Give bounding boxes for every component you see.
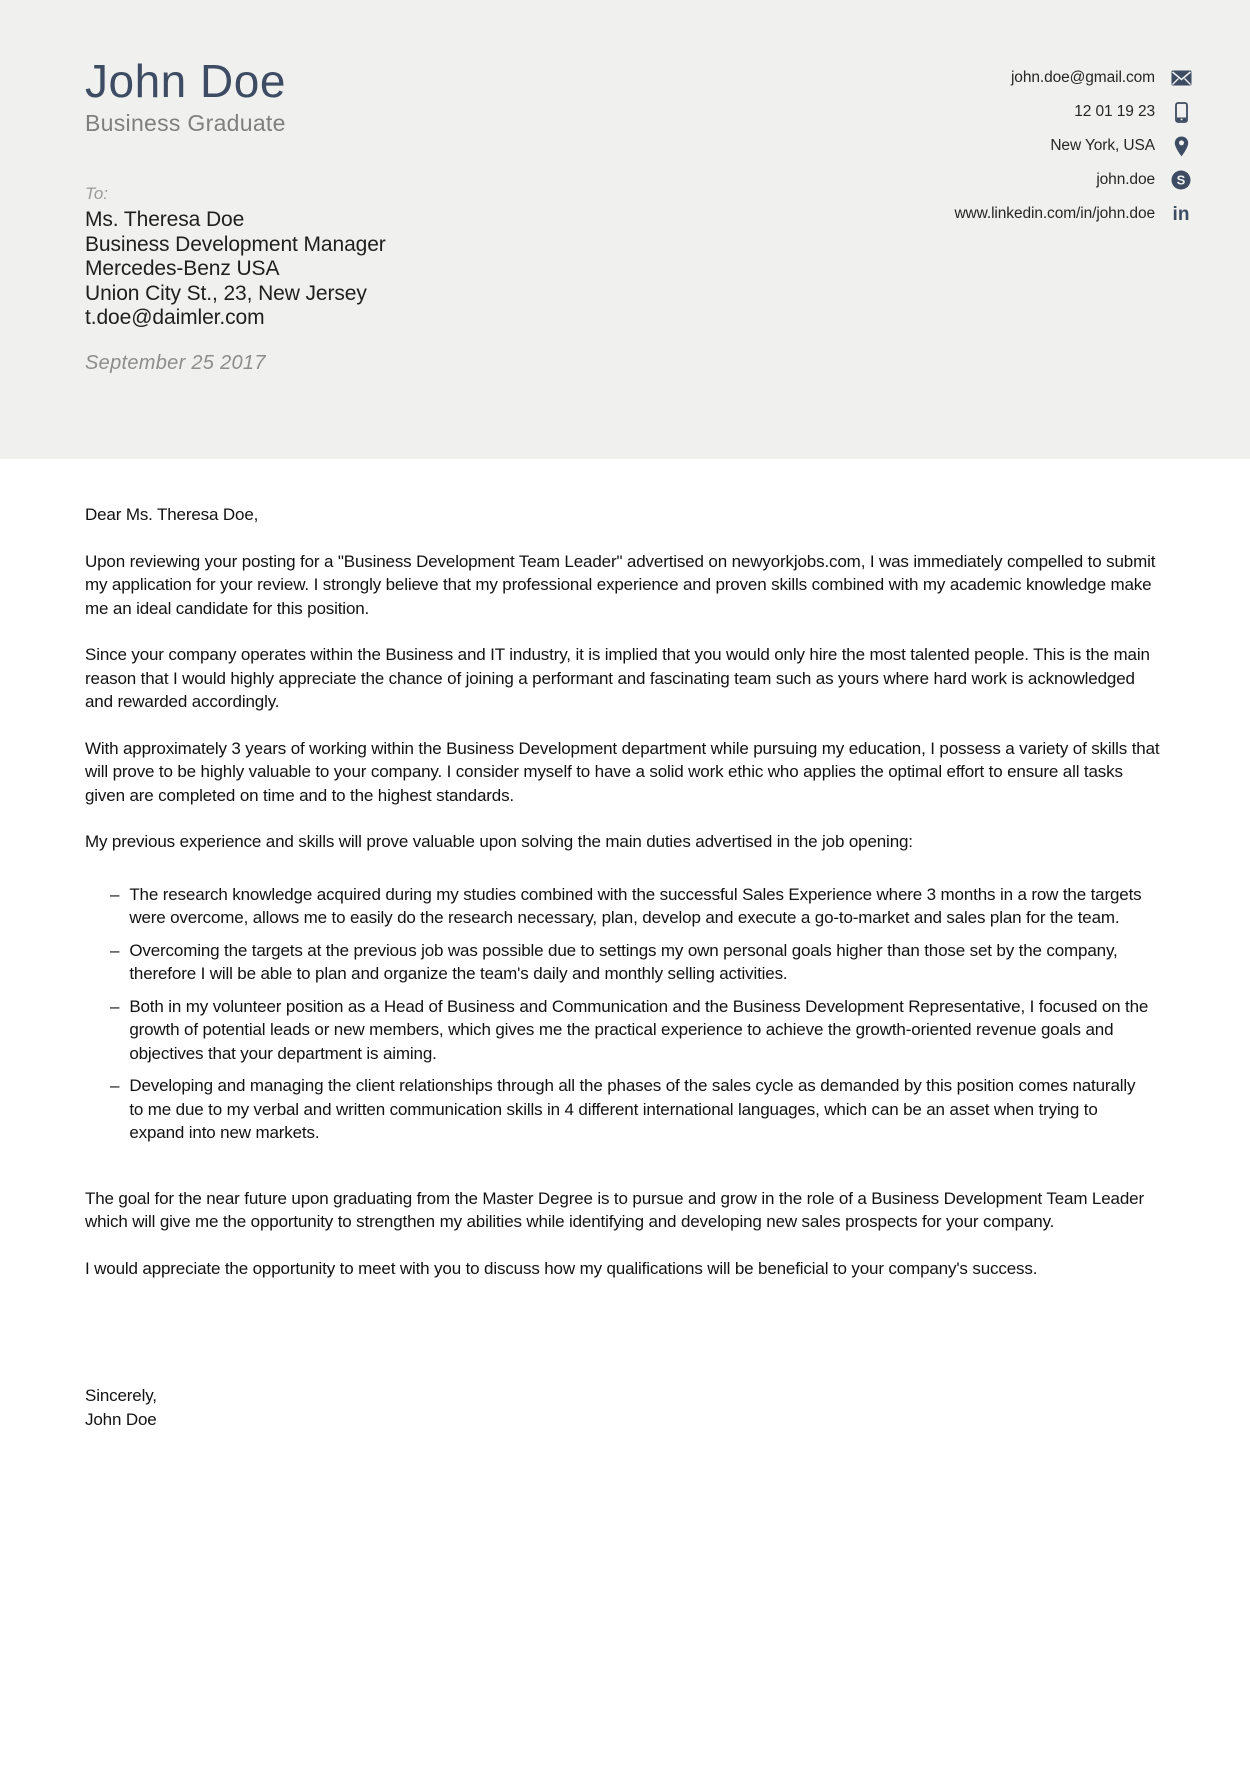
to-label: To: (85, 184, 109, 203)
recipient-address: Union City St., 23, New Jersey (85, 281, 367, 305)
duty-list (85, 883, 1162, 1145)
recipient-company: Mercedes-Benz USA (85, 257, 280, 280)
contact-row-skype (954, 170, 1192, 190)
letter-date: September 25 2017 (85, 352, 266, 374)
name-block (85, 56, 286, 137)
contact-row-location (954, 136, 1192, 156)
bullet-text-targets: Overcoming the targets at the previous job was possible due to settings my own personal goals higher than those set by the company, therefore I will be able to plan and organize the team's daily and monthly selling activities. (129, 940, 1118, 983)
bullet-text-volunteer: Both in my volunteer position as a Head of Business and Communication and the Business Development Representative, I focused on the growth of potential leads or new members, which gives me the practical experience to achieve the growth-oriented revenue goals and objectives that your department is aiming. (129, 996, 1149, 1063)
contact-skype-value: john.doe (1096, 171, 1155, 188)
contact-phone-value: 12 01 19 23 (1074, 103, 1155, 120)
signoff-block (85, 1384, 1162, 1431)
contact-row-linkedin (954, 204, 1192, 224)
contact-row-phone (954, 102, 1192, 122)
paragraph-company: Since your company operates within the Business and IT industry, it is implied that you would only hire the most talented people. This is the main reason that I would highly appreciate the chance of joining a performant and fascinating team such as yours where hard work is acknowledged and rewarded accordingly. (85, 645, 1150, 711)
letter-body (0, 459, 1250, 1431)
bullet-text-clients: Developing and managing the client relationships through all the phases of the sales cycle as demanded by this position comes naturally to me due to my verbal and written communication skills in 4 different international languages, which can be an asset when trying to expand into new markets. (129, 1076, 1136, 1142)
salutation: Dear Ms. Theresa Doe, (85, 505, 259, 524)
contact-email-value: john.doe@gmail.com (1010, 69, 1155, 86)
bullet-text-research: The research knowledge acquired during my studies combined with the successful Sales Experience where 3 months in a row the targets were overcome, allows me to easily do the research necessary, plan, develop and execute a go-to-market and sales plan for the team. (129, 884, 1142, 927)
linkedin-icon: in (1172, 203, 1190, 225)
recipient-block (85, 184, 386, 331)
bullet-dash: – (110, 996, 120, 1016)
paragraph-intro: Upon reviewing your posting for a "Business Development Team Leader" advertised on newyorkjobs.com, I was immediately compelled to submit my application for your review. I strongly believe that my professional experience and proven skills combined with my academic knowledge make me an ideal candidate for this position. (85, 551, 1156, 618)
recipient-title: Business Development Manager (85, 232, 386, 256)
person-name: John Doe (85, 55, 286, 107)
recipient-name: Ms. Theresa Doe (85, 208, 245, 231)
paragraph-goal: The goal for the near future upon graduating from the Master Degree is to pursue and grow in the role of a Business Development Team Leader which will give me the opportunity to strengthen my abilities while identifying and developing new sales prospects for your company. (85, 1188, 1144, 1231)
bullet-dash: – (110, 1076, 120, 1095)
bullet-dash: – (110, 884, 120, 904)
signoff: Sincerely, (85, 1386, 157, 1405)
list-item (110, 995, 1162, 1066)
list-item (110, 939, 1162, 986)
contact-row-email (954, 68, 1192, 88)
recipient-email: t.doe@daimler.com (85, 306, 265, 329)
list-item (110, 1074, 1162, 1145)
svg-text:S: S (1176, 172, 1186, 188)
phone-icon (1170, 102, 1192, 122)
email-icon (1170, 68, 1192, 88)
signature-name: John Doe (85, 1409, 157, 1429)
contact-linkedin-value: www.linkedin.com/in/john.doe (954, 205, 1155, 222)
paragraph-meeting: I would appreciate the opportunity to meet with you to discuss how my qualifications will be beneficial to your company's success. (85, 1258, 1038, 1278)
list-item (110, 883, 1162, 930)
paragraph-duties-lead-in: My previous experience and skills will prove valuable upon solving the main duties advertised in the job opening: (85, 832, 913, 851)
location-icon (1170, 136, 1192, 156)
bullet-dash: – (110, 940, 120, 960)
contact-block (954, 68, 1192, 238)
skype-icon (1170, 170, 1192, 190)
letter-header (0, 0, 1250, 459)
paragraph-experience: With approximately 3 years of working within the Business Development department while pursuing my education, I possess a variety of skills that will prove to be highly valuable to your company. I consider myself to have a solid work ethic who applies the optimal effort to ensure all tasks given are completed on time and to the highest standards. (85, 738, 1160, 805)
person-role: Business Graduate (85, 109, 286, 136)
contact-location-value: New York, USA (1050, 137, 1155, 154)
